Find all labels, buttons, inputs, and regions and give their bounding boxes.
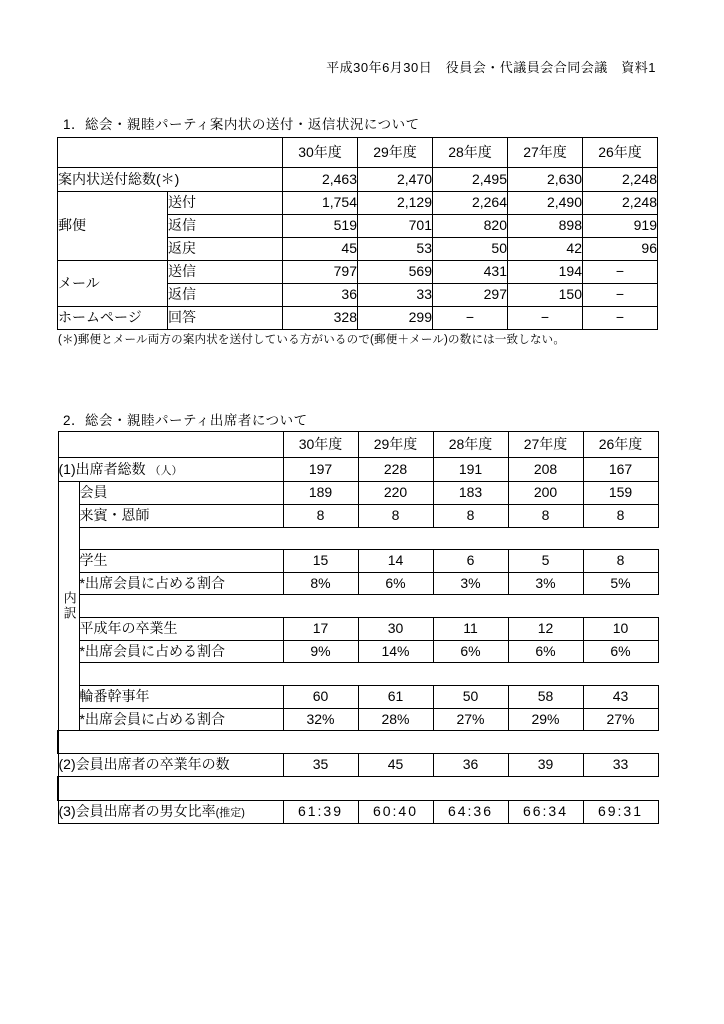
- value-cell: 159: [583, 482, 658, 505]
- percent-cell: 27%: [433, 709, 508, 731]
- year-header: 29年度: [358, 138, 433, 168]
- table-row: [58, 641, 658, 663]
- value-cell: 2,463: [283, 168, 358, 192]
- percent-cell: 6%: [358, 573, 433, 595]
- year-header: 29年度: [358, 432, 433, 458]
- row-label: *出席会員に占める割合: [79, 573, 283, 595]
- value-cell: 64:36: [433, 801, 508, 824]
- value-cell: 2,129: [358, 192, 433, 215]
- value-cell: 35: [283, 754, 358, 777]
- value-cell: 61: [358, 686, 433, 709]
- value-cell: −: [583, 284, 658, 307]
- value-cell: 797: [283, 261, 358, 284]
- value-cell: 33: [583, 754, 658, 777]
- value-cell: 220: [358, 482, 433, 505]
- uchiwake-label: 内訳: [58, 482, 79, 731]
- value-cell: 8: [508, 505, 583, 528]
- value-cell: 2,470: [358, 168, 433, 192]
- table-row: [58, 801, 658, 824]
- row-label: 回答: [168, 307, 283, 330]
- row-label-text: (1)出席者総数: [58, 460, 146, 477]
- spacer-cell: [79, 528, 658, 550]
- table-row: [58, 505, 658, 528]
- table-row: [58, 192, 658, 215]
- value-cell: 183: [433, 482, 508, 505]
- value-cell: 17: [283, 618, 358, 641]
- table-row: [58, 754, 658, 777]
- value-cell: 33: [358, 284, 433, 307]
- value-cell: 228: [358, 458, 433, 482]
- value-cell: 919: [583, 215, 658, 238]
- row-label: *出席会員に占める割合: [79, 709, 283, 731]
- value-cell: 189: [283, 482, 358, 505]
- row-label-note: (推定): [215, 807, 245, 820]
- spacer-cell: [79, 595, 658, 618]
- year-header: 30年度: [283, 138, 358, 168]
- table-invitation-status: [57, 137, 658, 330]
- year-header: 26年度: [583, 432, 658, 458]
- value-cell: 701: [358, 215, 433, 238]
- value-cell: 820: [433, 215, 508, 238]
- value-cell: 12: [508, 618, 583, 641]
- table-attendance: [57, 431, 659, 824]
- value-cell: −: [433, 307, 508, 330]
- percent-cell: 3%: [508, 573, 583, 595]
- value-cell: 58: [508, 686, 583, 709]
- value-cell: 431: [433, 261, 508, 284]
- value-cell: 898: [508, 215, 583, 238]
- value-cell: 299: [358, 307, 433, 330]
- row-label: [58, 801, 283, 824]
- percent-cell: 6%: [508, 641, 583, 663]
- percent-cell: 5%: [583, 573, 658, 595]
- value-cell: 69:31: [583, 801, 658, 824]
- year-header: 30年度: [283, 432, 358, 458]
- value-cell: 208: [508, 458, 583, 482]
- value-cell: 45: [358, 754, 433, 777]
- value-cell: 167: [583, 458, 658, 482]
- table-row: [58, 261, 658, 284]
- value-cell: 150: [508, 284, 583, 307]
- percent-cell: 6%: [583, 641, 658, 663]
- value-cell: 297: [433, 284, 508, 307]
- table-row: [58, 458, 658, 482]
- value-cell: 519: [283, 215, 358, 238]
- table-row: [58, 482, 658, 505]
- group-label: ホームページ: [58, 307, 168, 330]
- row-label: 平成年の卒業生: [79, 618, 283, 641]
- year-header: 27年度: [508, 138, 583, 168]
- value-cell: 5: [508, 550, 583, 573]
- value-cell: 36: [283, 284, 358, 307]
- value-cell: 2,630: [508, 168, 583, 192]
- year-header: 28年度: [433, 138, 508, 168]
- corner-cell: [58, 432, 283, 458]
- value-cell: 30: [358, 618, 433, 641]
- row-label: 送付: [168, 192, 283, 215]
- spacer-cell: [58, 777, 658, 801]
- value-cell: −: [583, 307, 658, 330]
- value-cell: 61:39: [283, 801, 358, 824]
- value-cell: 43: [583, 686, 658, 709]
- value-cell: 2,495: [433, 168, 508, 192]
- value-cell: 191: [433, 458, 508, 482]
- spacer-row: [58, 595, 658, 618]
- value-cell: 569: [358, 261, 433, 284]
- footnote: (＊)郵便とメール両方の案内状を送付している方がいるので(郵便＋メール)の数には一致しない。: [58, 334, 566, 346]
- row-label: 送信: [168, 261, 283, 284]
- row-label: 返信: [168, 284, 283, 307]
- row-label: 返戻: [168, 238, 283, 261]
- value-cell: 2,248: [583, 168, 658, 192]
- value-cell: −: [508, 307, 583, 330]
- value-cell: 50: [433, 238, 508, 261]
- spacer-row: [58, 731, 658, 754]
- row-label: 返信: [168, 215, 283, 238]
- doc-header: 平成30年6月30日 役員会・代議員会合同会議 資料1: [326, 60, 656, 75]
- value-cell: 8: [583, 505, 658, 528]
- value-cell: 96: [583, 238, 658, 261]
- table-row: [58, 307, 658, 330]
- percent-cell: 32%: [283, 709, 358, 731]
- table-row: [58, 168, 658, 192]
- percent-cell: 9%: [283, 641, 358, 663]
- value-cell: 2,490: [508, 192, 583, 215]
- value-cell: 60: [283, 686, 358, 709]
- spacer-row: [58, 663, 658, 686]
- table-row: [58, 618, 658, 641]
- value-cell: 11: [433, 618, 508, 641]
- value-cell: 2,248: [583, 192, 658, 215]
- value-cell: 8: [583, 550, 658, 573]
- value-cell: 8: [283, 505, 358, 528]
- value-cell: 200: [508, 482, 583, 505]
- value-cell: 15: [283, 550, 358, 573]
- row-label: 案内状送付総数(＊): [58, 168, 283, 192]
- table-row: [58, 573, 658, 595]
- spacer-cell: [79, 663, 658, 686]
- year-header: 28年度: [433, 432, 508, 458]
- table-row: [58, 709, 658, 731]
- value-cell: 14: [358, 550, 433, 573]
- value-cell: 42: [508, 238, 583, 261]
- value-cell: 8: [358, 505, 433, 528]
- table-row: [58, 550, 658, 573]
- value-cell: 6: [433, 550, 508, 573]
- spacer-cell: [58, 731, 658, 754]
- value-cell: 45: [283, 238, 358, 261]
- value-cell: 50: [433, 686, 508, 709]
- value-cell: 194: [508, 261, 583, 284]
- spacer-row: [58, 528, 658, 550]
- row-label: 会員: [79, 482, 283, 505]
- percent-cell: 6%: [433, 641, 508, 663]
- value-cell: 2,264: [433, 192, 508, 215]
- table-row: [58, 686, 658, 709]
- value-cell: 8: [433, 505, 508, 528]
- percent-cell: 3%: [433, 573, 508, 595]
- percent-cell: 14%: [358, 641, 433, 663]
- value-cell: −: [583, 261, 658, 284]
- row-label-unit: （人）: [149, 464, 183, 477]
- year-header: 26年度: [583, 138, 658, 168]
- row-label: 学生: [79, 550, 283, 573]
- value-cell: 36: [433, 754, 508, 777]
- percent-cell: 8%: [283, 573, 358, 595]
- percent-cell: 28%: [358, 709, 433, 731]
- value-cell: 39: [508, 754, 583, 777]
- row-label: [58, 458, 283, 482]
- value-cell: 60:40: [358, 801, 433, 824]
- value-cell: 197: [283, 458, 358, 482]
- value-cell: 10: [583, 618, 658, 641]
- row-label: (2)会員出席者の卒業年の数: [58, 754, 283, 777]
- value-cell: 66:34: [508, 801, 583, 824]
- section1-title: 1．総会・親睦パーティ案内状の送付・返信状況について: [63, 117, 420, 132]
- row-label-text: (3)会員出席者の男女比率: [58, 803, 216, 820]
- table-row: [58, 432, 658, 458]
- spacer-row: [58, 777, 658, 801]
- value-cell: 1,754: [283, 192, 358, 215]
- value-cell: 53: [358, 238, 433, 261]
- row-label: 来賓・恩師: [79, 505, 283, 528]
- row-label: *出席会員に占める割合: [79, 641, 283, 663]
- section2-title: 2．総会・親睦パーティ出席者について: [63, 413, 308, 428]
- year-header: 27年度: [508, 432, 583, 458]
- value-cell: 328: [283, 307, 358, 330]
- percent-cell: 27%: [583, 709, 658, 731]
- corner-cell: [58, 138, 283, 168]
- group-label: 郵便: [58, 192, 168, 261]
- percent-cell: 29%: [508, 709, 583, 731]
- group-label: メール: [58, 261, 168, 307]
- table-row: [58, 138, 658, 168]
- row-label: 輪番幹事年: [79, 686, 283, 709]
